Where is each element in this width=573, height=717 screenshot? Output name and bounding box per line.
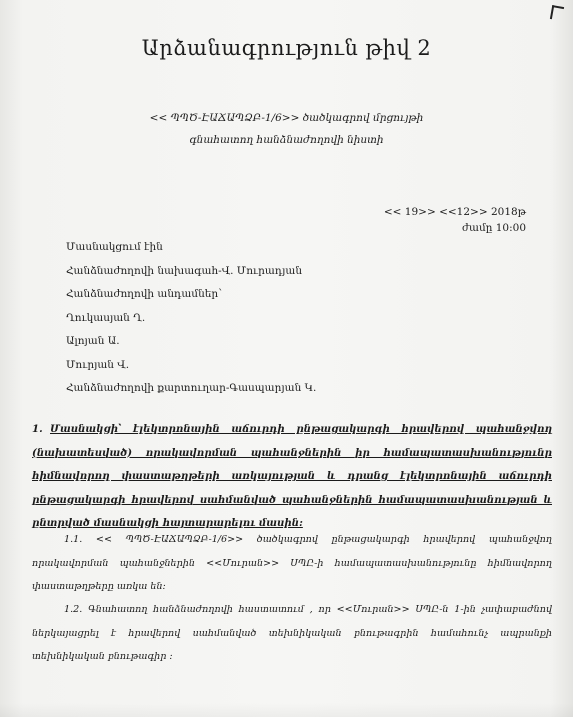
subtitle-line-2: գնահատող հանձնաժողովի նիստի (189, 134, 384, 146)
attendee-secretary: Հանձնաժողովի քարտուղար-Գասպարյան Կ. (66, 382, 317, 394)
agenda-item-1 (32, 418, 552, 536)
corner-mark (550, 5, 564, 21)
meeting-date: << 19>> <<12>> 2018թ (383, 206, 526, 218)
paragraph-1-1 (32, 528, 552, 599)
attendee-member: Ղուկասյան Ղ. (66, 311, 146, 324)
paragraph-1-1-number: 1.1. (64, 534, 83, 545)
paragraph-1-2 (32, 598, 552, 669)
document-title: Արձանագրություն թիվ 2 (141, 36, 432, 60)
attendee-member: Մուրյան Վ. (66, 358, 130, 371)
agenda-item-text: Մասնակցի՝ էլեկտրոնային աճուրդի ընթացակարգի հրավերով պահանջվող (նախատեսված) որակավորման պահանջներին իր համապատասխանությունը հիմնավորող փաստաթղթերի առկայության և դրանց էլեկտրոնային աճուրդի ընթացակարգի հրավերով սահմանված պահանջներին համապատասխանության և ընտրված մասնակցի հայտարարելու մասին: (32, 423, 552, 529)
attendees-members-label: Հանձնաժողովի անդամներ՝ (66, 288, 222, 300)
attendees-list (66, 236, 316, 401)
attendee-member: Ալոյան Ա. (66, 335, 120, 347)
paragraph-1-1-text: << ՊՊԾ-ԷԱՃԱՊՁԲ-1/6>> ծածկագրով ընթացակարգի հրավերով պահանջվող որակավորման պահանջներին <<Մուրան>> ՍՊԸ-ի համապատասխանությունը հիմնավորող փաստաթղթերը առկա են: (32, 534, 552, 592)
paragraph-1-2-number: 1.2. (64, 604, 83, 615)
page-shadow (0, 703, 573, 717)
subtitle-line-1: << ՊՊԾ-ԷԱՃԱՊՁԲ-1/6>> ծածկագրով մրցույթի (149, 112, 424, 124)
attendee-chair: Հանձնաժողովի նախագահ-Վ. Մուրադյան (66, 264, 303, 277)
attendees-heading: Մասնակցում էին (66, 241, 163, 253)
paragraph-1-2-text: Գնահատող հանձնաժողովի հաստատում , որ <<Մուրան>> ՍՊԸ-ն 1-ին չափաբաժնով ներկայացրել է հրավերով սահմանված տեխնիկական բնութագրին համահունչ ապրանքի տեխնիկական բնութագիր : (32, 604, 552, 662)
meeting-time: ժամը 10:00 (461, 222, 526, 234)
agenda-item-number: 1. (32, 423, 43, 435)
